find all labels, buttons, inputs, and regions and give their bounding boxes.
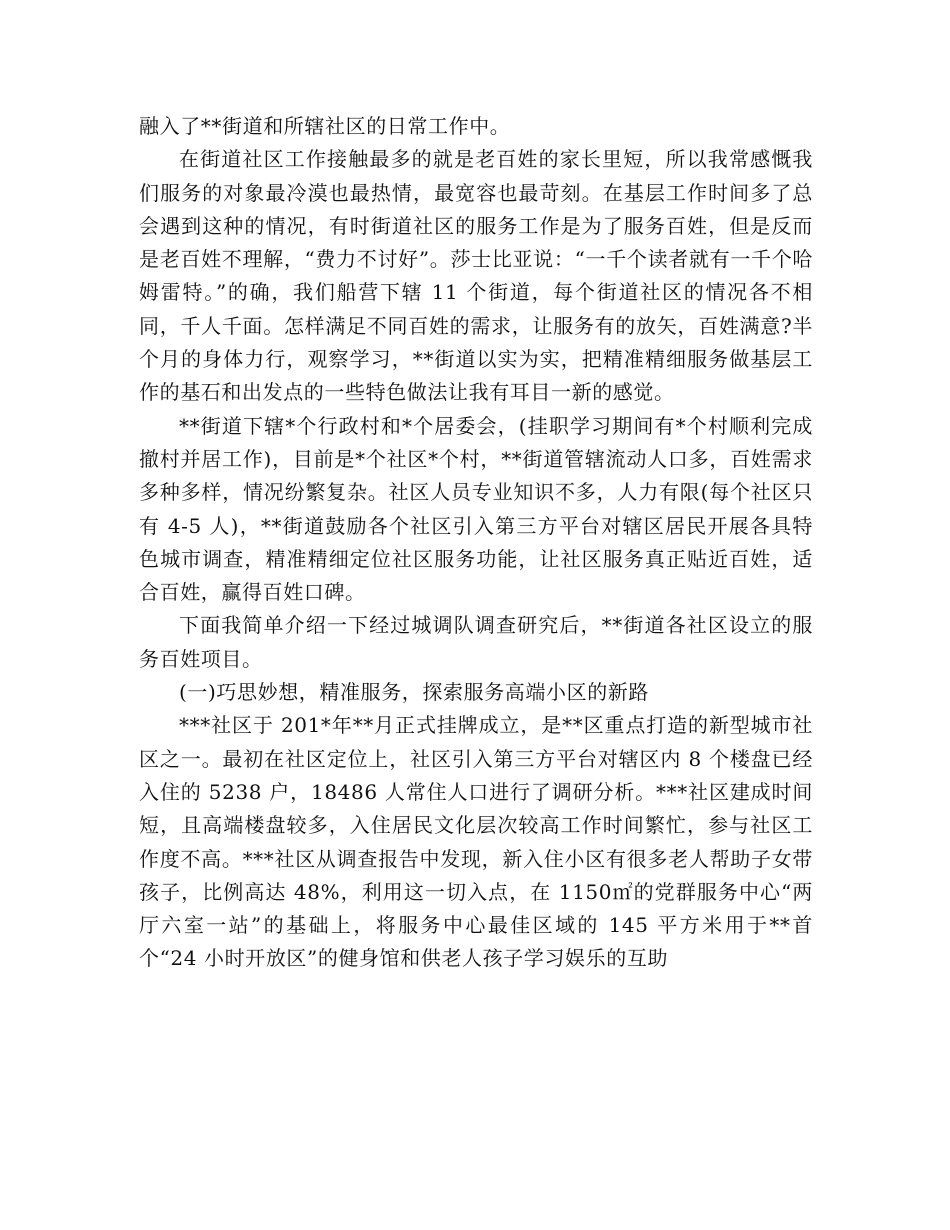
paragraph-continuation: 融入了**街道和所辖社区的日常工作中。 — [139, 114, 511, 138]
document-body — [139, 110, 813, 976]
paragraph-intro-projects: 下面我简单介绍一下经过城调队调查研究后，**街道各社区设立的服务百姓项目。 — [139, 613, 813, 671]
paragraph-street-community-work: 在街道社区工作接触最多的就是老百姓的家长里短，所以我常感慨我们服务的对象最冷漠也最热情，最宽容也最苛刻。在基层工作时间多了总会遇到这种的情况，有时街道社区的服务工作是为了服务百姓，但是反而是老百姓不理解，“费力不讨好”。莎士比亚说：“一千个读者就有一千个哈姆雷特。”的确，我们船营下辖 11 个街道，每个街道社区的情况各不相同，千人千面。怎样满足不同百姓的需求，让服务有的放矢，百姓满意?半个月的身体力行，观察学习，**街道以实为实，把精准精细服务做基层工作的基石和出发点的一些特色做法让我有耳目一新的感觉。 — [139, 147, 813, 405]
paragraph-street-overview: **街道下辖*个行政村和*个居委会，(挂职学习期间有*个村顺利完成撤村并居工作)，目前是*个社区*个村，**街道管辖流动人口多，百姓需求多种多样，情况纷繁复杂。社区人员专业知识不多，人力有限(每个社区只有 4-5 人)，**街道鼓励各个社区引入第三方平台对辖区居民开展各具特色城市调查，精准精细定位社区服务功能，让社区服务真正贴近百姓，适合百姓，赢得百姓口碑。 — [139, 413, 813, 605]
paragraph-community-case: ***社区于 201*年**月正式挂牌成立，是**区重点打造的新型城市社区之一。最初在社区定位上，社区引入第三方平台对辖区内 8 个楼盘已经入住的 5238 户，18486 人常住人口进行了调研分析。***社区建成时间短，且高端楼盘较多，入住居民文化层次较高工作时间繁忙，参与社区工作度不高。***社区从调查报告中发现，新入住小区有很多老人帮助子女带孩子，比例高达 48%，利用这一切入点，在 1150㎡的党群服务中心“两厅六室一站”的基础上，将服务中心最佳区域的 145 平方米用于**首个“24 小时开放区”的健身馆和供老人孩子学习娱乐的互助 — [139, 713, 813, 971]
section-heading-1: (一)巧思妙想，精准服务，探索服务高端小区的新路 — [179, 680, 650, 705]
